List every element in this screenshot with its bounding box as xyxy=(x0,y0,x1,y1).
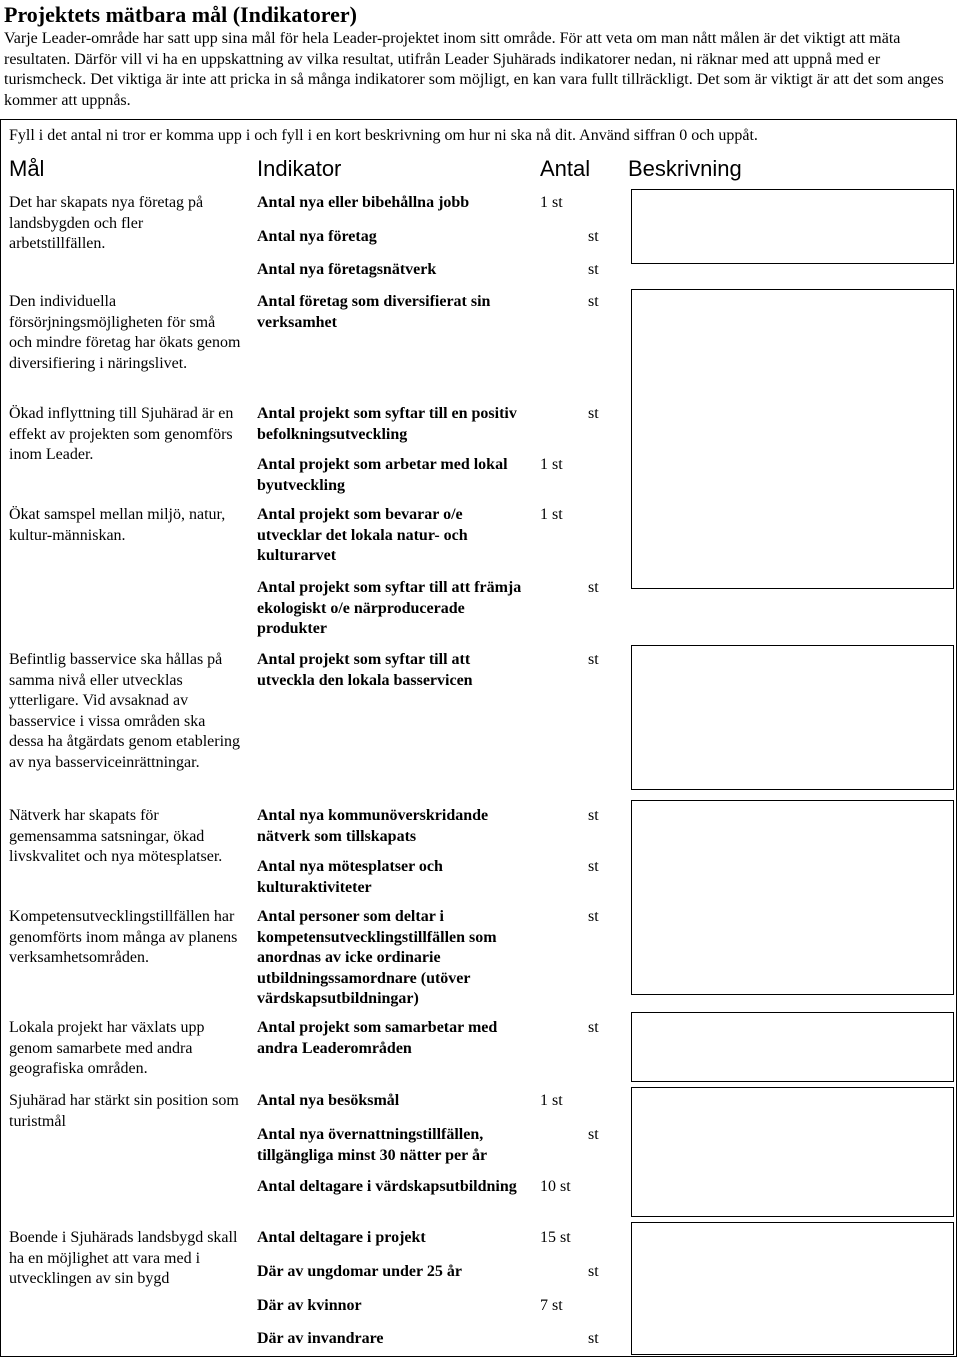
indicator-cell: Antal projekt som syftar till att utveckla den lokala basservicen xyxy=(257,651,473,689)
amount-field[interactable]: st xyxy=(588,261,599,278)
amount-field[interactable]: st xyxy=(588,1126,599,1143)
amount-field[interactable]: 1 st xyxy=(540,506,563,523)
instruction-text: Fyll i det antal ni tror er komma upp i och fyll i en kort beskrivning om hur ni ska nå dit. Använd siffran 0 och uppåt. xyxy=(9,127,758,144)
amount-field[interactable]: 15 st xyxy=(540,1229,571,1246)
page-title: Projektets mätbara mål (Indikatorer) xyxy=(4,2,357,27)
goal-cell: Boende i Sjuhärads landsbygd skall ha en möjlighet att vara med i utvecklingen av sin bygd xyxy=(9,1229,238,1287)
indicator-cell: Antal företag som diversifierat sin verksamhet xyxy=(257,293,491,331)
description-box[interactable] xyxy=(631,289,954,589)
indicator-cell: Antal nya kommunöverskridande nätverk som tillskapats xyxy=(257,807,489,845)
indicator-cell: Där av ungdomar under 25 år xyxy=(257,1263,462,1280)
description-box[interactable] xyxy=(631,189,954,264)
description-box[interactable] xyxy=(631,800,954,995)
goal-cell: Sjuhärad har stärkt sin position som turistmål xyxy=(9,1092,239,1130)
indicator-cell: Antal personer som deltar i kompetensutvecklingstillfällen som anordnas av icke ordinarie utbildningssamordnare (utöver värdskapsutbildningar) xyxy=(257,908,497,1007)
amount-field[interactable]: st xyxy=(588,228,599,245)
amount-field[interactable]: st xyxy=(588,858,599,875)
indicator-cell: Antal projekt som bevarar o/e utvecklar det lokala natur- och kulturarvet xyxy=(257,506,468,564)
amount-field[interactable]: st xyxy=(588,1330,599,1347)
goal-cell: Det har skapats nya företag på landsbygden och fler arbetstillfällen. xyxy=(9,194,204,252)
indicator-cell: Där av invandrare xyxy=(257,1330,384,1347)
amount-field[interactable]: 1 st xyxy=(540,194,563,211)
indicator-cell: Antal deltagare i projekt xyxy=(257,1229,426,1246)
amount-field[interactable]: st xyxy=(588,579,599,596)
indicator-cell: Antal projekt som syftar till en positiv befolkningsutveckling xyxy=(257,405,517,443)
header-amount: Antal xyxy=(540,156,591,181)
amount-field[interactable]: st xyxy=(588,1263,599,1280)
amount-field[interactable]: st xyxy=(588,405,599,422)
goal-cell: Nätverk har skapats för gemensamma satsningar, ökad livskvalitet och nya mötesplatser. xyxy=(9,807,223,865)
amount-field[interactable]: st xyxy=(588,1019,599,1036)
goal-cell: Lokala projekt har växlats upp genom samarbete med andra geografiska områden. xyxy=(9,1019,205,1077)
amount-field[interactable]: 7 st xyxy=(540,1297,563,1314)
amount-field[interactable]: 1 st xyxy=(540,456,563,473)
description-box[interactable] xyxy=(631,1087,954,1217)
indicator-cell: Antal projekt som syftar till att främja ekologiskt o/e närproducerade produkter xyxy=(257,579,522,637)
goal-cell: Den individuella försörjningsmöjligheten för små och mindre företag har ökats genom diversifiering i näringslivet. xyxy=(9,293,241,372)
goal-cell: Ökat samspel mellan miljö, natur, kultur-människan. xyxy=(9,506,226,544)
amount-field[interactable]: st xyxy=(588,651,599,668)
amount-field[interactable]: st xyxy=(588,293,599,310)
amount-field[interactable]: st xyxy=(588,908,599,925)
header-description: Beskrivning xyxy=(628,156,742,181)
indicator-cell: Antal nya eller bibehållna jobb xyxy=(257,194,470,211)
goal-cell: Kompetensutvecklingstillfällen har genomförts inom många av planens verksamhetsområden. xyxy=(9,908,238,966)
indicator-cell: Antal projekt som samarbetar med andra Leaderområden xyxy=(257,1019,498,1057)
intro-text: Varje Leader-område har satt upp sina mål för hela Leader-projektet inom sitt område. För att veta om man nått målen är det viktigt att mäta resultaten. Därför vill vi ha en uppskattning av vilka resultat, utifrån Leader Sjuhärads indikatorer nedan, ni räknar med att uppnå med er turismcheck. Det viktiga är inte att pricka in så många indikatorer som möjligt, en kan vara fullt tillräckligt. Det som är viktigt är att det som anges kommer att uppnås. xyxy=(4,30,944,109)
indicator-cell: Antal deltagare i värdskapsutbildning xyxy=(257,1178,517,1195)
amount-field[interactable]: st xyxy=(588,807,599,824)
indicator-cell: Antal projekt som arbetar med lokal byutveckling xyxy=(257,456,508,494)
indicator-cell: Antal nya företag xyxy=(257,228,377,245)
header-indicator: Indikator xyxy=(257,156,342,181)
indicator-cell: Antal nya företagsnätverk xyxy=(257,261,437,278)
indicator-cell: Antal nya besöksmål xyxy=(257,1092,400,1109)
description-box[interactable] xyxy=(631,645,954,790)
goal-cell: Befintlig basservice ska hållas på samma nivå eller utvecklas ytterligare. Vid avsaknad av basservice i vissa områden ska dessa ha åtgärdats genom etablering av nya basserviceinrättningar. xyxy=(9,651,241,771)
description-box[interactable] xyxy=(631,1222,954,1355)
amount-field[interactable]: 10 st xyxy=(540,1178,571,1195)
header-goal: Mål xyxy=(9,156,45,181)
description-box[interactable] xyxy=(631,1012,954,1082)
amount-field[interactable]: 1 st xyxy=(540,1092,563,1109)
goal-cell: Ökad inflyttning till Sjuhärad är en effekt av projekten som genomförs inom Leader. xyxy=(9,405,234,463)
indicator-cell: Där av kvinnor xyxy=(257,1297,362,1314)
indicator-cell: Antal nya övernattningstillfällen, tillgängliga minst 30 nätter per år xyxy=(257,1126,488,1164)
indicator-cell: Antal nya mötesplatser och kulturaktiviteter xyxy=(257,858,443,896)
